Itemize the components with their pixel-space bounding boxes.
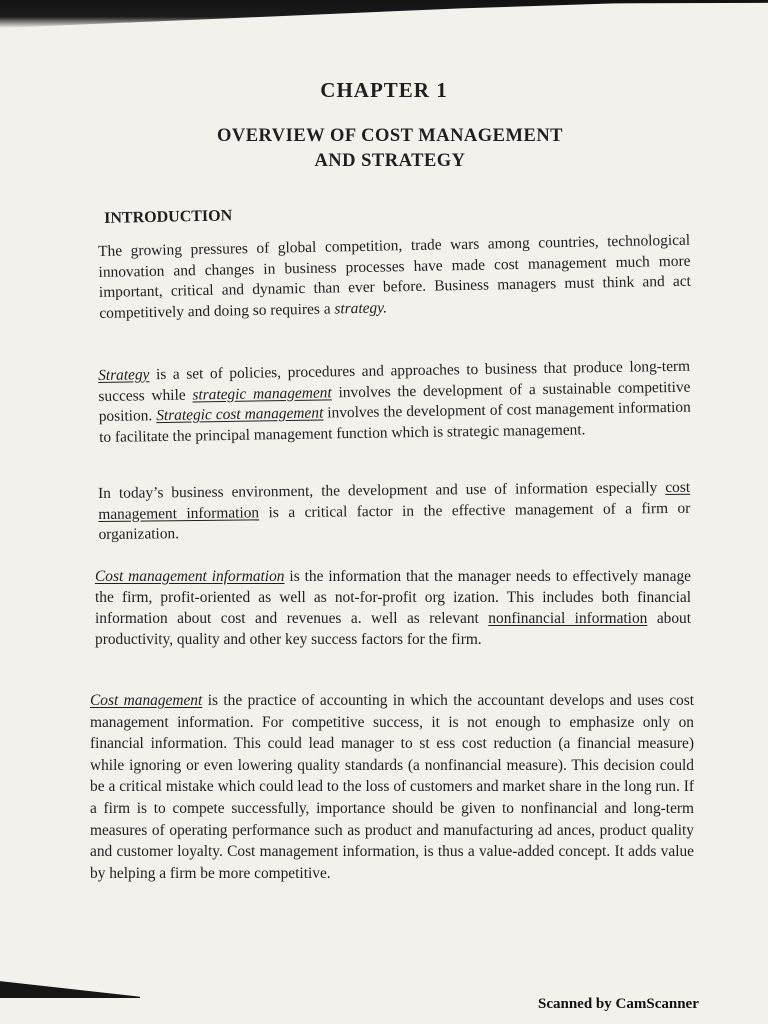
chapter-title-line-1: OVERVIEW OF COST MANAGEMENT: [216, 126, 564, 146]
paragraph-5: [90, 690, 694, 884]
chapter-title: [170, 124, 610, 174]
paragraph-1: [98, 231, 691, 324]
paragraph-3: [98, 478, 691, 546]
p2-term-strategy: Strategy: [98, 366, 150, 384]
p4-term-nonfinancial-information: nonfinancial information: [488, 610, 648, 627]
p3-term-cost-management-information: cost management information: [98, 478, 691, 523]
p5-text-1: is the practice of accounting in which the accountant develops and uses cost management information. For competitive success, it is not enough to emphasize only on financial information. This could lead manager to st ess cost reduction (a financial measure) while ignoring or even lowering quality standards (a nonfinancial measure). This decision could be a critical mistake which could lead to the loss of customers and market share in the long run. If a firm is to compete successfully, importance should be given to nonfinancial and long-term measures of operating performance such as product and manufacturing ad ances, product quality and customer loyalty. Cost management information, is thus a value-added concept. It adds value by helping a firm be more competitive.: [90, 692, 694, 882]
p2-text-3: involves the development of cost management information to facilitate the principal management function which is strategic management.: [98, 398, 691, 446]
p5-term-cost-management: Cost management: [90, 692, 203, 709]
camscanner-watermark: Scanned by CamScanner: [538, 996, 699, 1012]
p1-strategy-term: strategy.: [334, 298, 388, 317]
p2-text-1: is a set of policies, procedures and approaches to business that produce long-term success while: [98, 357, 691, 405]
chapter-title-line-2: AND STRATEGY: [314, 151, 466, 171]
chapter-number: CHAPTER 1: [320, 78, 448, 102]
p4-text-1: is the information that the manager needs to effectively manage the firm, profit-oriented as well as not-for-profit org ization. This includes both financial information about cost and revenues a. well as relevant: [95, 568, 691, 627]
p1-text: The growing pressures of global competition, trade wars among countries, technological innovation and changes in business processes have made cost management much more important, critical and dynamic than ever before. Business managers must think and act competitively and doing so requires a: [98, 231, 692, 322]
scan-shadow-bottom: [0, 972, 140, 998]
p2-text-2: involves the development of a sustainable competitive position.: [98, 378, 691, 425]
p2-term-strategic-management: strategic management: [192, 383, 332, 404]
p4-term-cost-management-information: Cost management information: [95, 568, 285, 585]
section-heading-introduction: INTRODUCTION: [104, 207, 233, 227]
paragraph-4: [95, 566, 691, 650]
paragraph-2: [98, 357, 691, 448]
p2-term-strategic-cost-management: Strategic cost management: [156, 404, 324, 425]
p3-text-2: is a critical factor in the effective management of a firm or organization.: [98, 499, 691, 543]
p4-text-2: about productivity, quality and other key success factors for the firm.: [95, 610, 692, 648]
p3-text-1: In today’s business environment, the development and use of information especially: [98, 479, 666, 502]
scan-shadow-top: [0, 0, 768, 28]
